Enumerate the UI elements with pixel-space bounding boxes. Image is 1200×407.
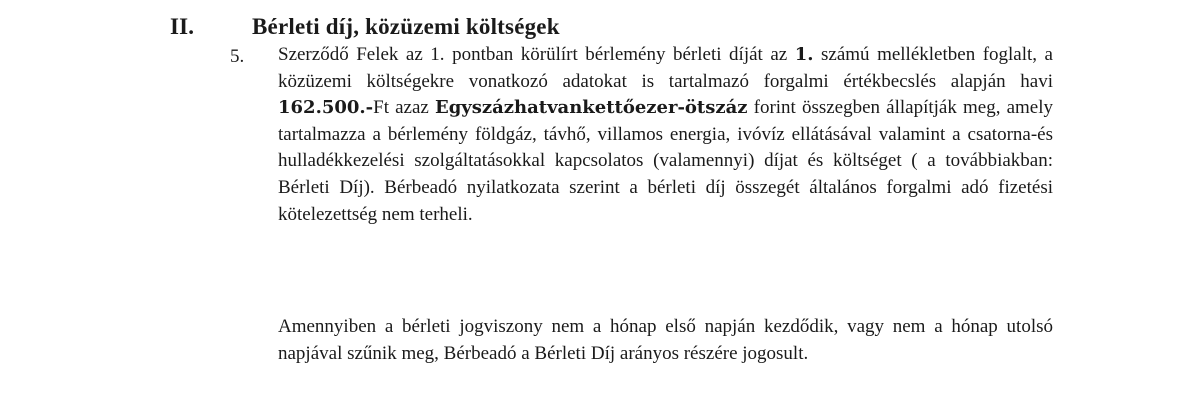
section-number: II. bbox=[170, 14, 195, 39]
rent-text-2: számú mellékletben foglalt, a közüzemi költségekre vonatkozó adatokat is tartalmazó forgalmi értékbecslés alapján havi bbox=[278, 44, 1053, 92]
annex-number: 1. bbox=[794, 44, 814, 65]
rent-text-4: forint összegben állapítják meg, amely tartalmazza a bérlemény földgáz, távhő, villamos energia, ivóvíz ellátásával valamint a csatorna-és hulladékkezelési szolgáltatásokkal kapcsolatos (valamennyi) díjat és költséget ( a továbbiakban: Bérleti Díj). Bérbeadó nyilatkozata szerint a bérleti díj összegét általános forgalmi adó fizetési kötelezettség nem terheli. bbox=[278, 97, 1053, 225]
section-heading bbox=[170, 14, 560, 40]
section-title: Bérleti díj, közüzemi költségek bbox=[252, 14, 560, 39]
rent-paragraph bbox=[278, 42, 1053, 228]
rent-text-3: Ft azaz bbox=[373, 97, 435, 119]
rent-amount: 162.500.- bbox=[278, 97, 374, 119]
proration-paragraph: Amennyiben a bérleti jogviszony nem a hónap első napján kezdődik, vagy nem a hónap utolsó napjával szűnik meg, Bérbeadó a Bérleti Díj arányos részére jogosult. bbox=[278, 316, 1053, 364]
rent-amount-words: Egyszázhatvankettőezer-ötszáz bbox=[435, 97, 748, 119]
rent-text-1: Szerződő Felek az 1. pontban körülírt bérlemény bérleti díját az bbox=[278, 44, 795, 65]
item-number: 5. bbox=[230, 46, 245, 67]
